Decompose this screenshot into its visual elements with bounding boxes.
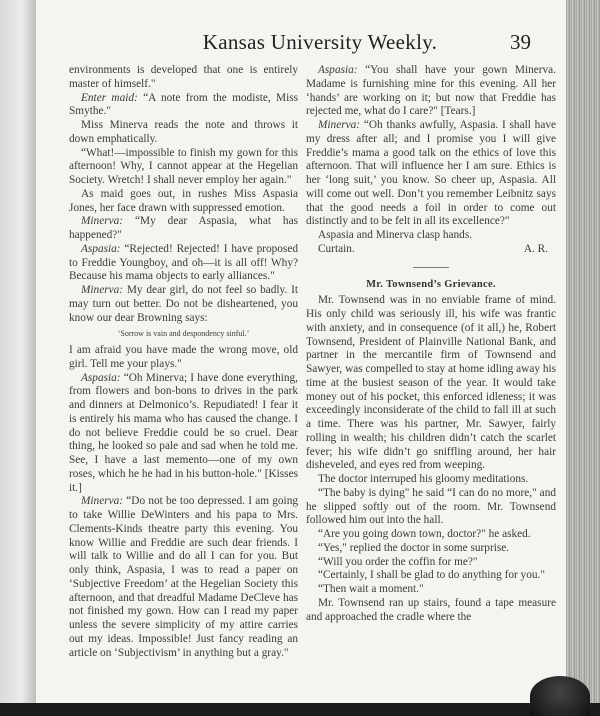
paragraph-text: “You shall have your gown Minerva. Madame is furnishing mine for this evening. All her ‘hands’ are working on it; but now that Freddie has rejected me, what do I care?" [Tears.] (306, 64, 556, 118)
book-page-edges (566, 0, 600, 705)
curtain-text: Curtain. (318, 242, 355, 255)
paragraph-text: My dear girl, do not feel so badly. It may turn out better. Do not be disheartened, you know our dear Browning says: (69, 284, 298, 324)
curtain-line (306, 243, 556, 257)
paragraph (69, 344, 298, 372)
paragraph (306, 597, 556, 625)
paragraph (69, 119, 298, 147)
paragraph-text: “The baby is dying" he said “I can do no more," and he slipped softly out of the room. Mr. Townsend followed him out into the hall. (306, 486, 556, 527)
paragraph-text: “Rejected! Rejected! I have proposed to Freddie Youngboy, and oh—it is all off! Why? Because his mama objects to early alliances." (69, 242, 298, 283)
paragraph-text: Mr. Townsend ran up stairs, found a tape measure and approached the cradle where the (306, 596, 556, 623)
paragraph-text: “Do not be too depressed. I am going to take Willie DeWinters and his papa to Mrs. Clements-Kinds theatre party this evening. You know Willie and Freddie are such dear friends. I will talk to Willie and do all I can for you. But only think, Aspasia, I was to read a paper on ‘Subjective Freedom’ at the Hegelian Society this afternoon, and that dreadful Madame DeCleve has not finished my gown. How can I read my paper unless the severe simplicity of my attire carries out my ideas. Impossible! Just fancy reading an article on ‘Subjectivism’ in anything but a gray." (69, 495, 298, 659)
paragraph (306, 487, 556, 528)
right-column (306, 64, 556, 624)
paragraph (306, 542, 556, 556)
paragraph-text: “Yes," replied the doctor in some surprise. (318, 541, 510, 554)
paragraph-text: “Will you order the coffin for me?" (318, 555, 478, 568)
paragraph (306, 119, 556, 229)
block-quote (69, 327, 298, 341)
paragraph-text: Mr. Townsend was in no enviable frame of mind. His only child was seriously ill, his wife was frantic with anxiety, and in consequence (of it all,) he, Robert Townsend, President of Plainville National Bank, and partner in the mercantile firm of Townsend and Sawyer, was compelled to stay at home idling away his time at the busiest season of the year. It would take money out of his pocket, this enforced idleness; it was exceedingly inconsiderate of the child to fall ill at such a time. There was his partner, Mr. Sawyer, fairly rolling in wealth; his children didn’t catch the scarlet fever; his wife didn’t go sniffling around, her hair disheveled, and eyes red from weeping. (306, 294, 556, 472)
page-number: 39 (510, 30, 531, 54)
paragraph (69, 284, 298, 325)
paragraph-text: “Oh thanks awfully, Aspasia. I shall have my dress after all; and I promise you I will give Freddie’s mama a good talk on the ethics of love this afternoon. That will influence her I am sure. Ethics is her ‘long suit,’ you know. So cheer up, Aspasia. All will come out well. Don’t you remember Leibnitz says that the good needs a foil in order to come out distinctly and to be felt in all its excellence?" (306, 119, 556, 228)
paragraph-text: Miss Minerva reads the note and throws it down emphatically. (69, 119, 298, 145)
section-title: Mr. Townsend’s Grievance. (366, 278, 496, 290)
paragraph (69, 495, 298, 660)
paragraph (306, 556, 556, 570)
paragraph-text: “Then wait a moment." (318, 583, 424, 595)
previous-page-edge (0, 0, 36, 716)
paragraph-text: “Certainly, I shall be glad to do anything for you." (318, 569, 545, 582)
running-header-title: Kansas University Weekly. (202, 30, 438, 54)
author-signature: A. R. (523, 242, 548, 255)
paragraph (306, 528, 556, 542)
speaker-name: Minerva: (81, 284, 124, 296)
scanner-bed (0, 703, 600, 716)
speaker-name: Enter maid: (81, 91, 138, 104)
paragraph (69, 215, 298, 243)
speaker-name: Minerva: (81, 495, 124, 508)
paragraph-text: I am afraid you have made the wrong move, old girl. Tell me your plays." (69, 344, 298, 370)
book-clamp (530, 676, 590, 716)
paragraph (69, 147, 298, 188)
paragraph (306, 64, 556, 119)
paragraph-text: Aspasia and Minerva clasp hands. (318, 229, 473, 241)
paragraph (306, 473, 556, 487)
paragraph (69, 372, 298, 496)
paragraph-text: “Are you going down town, doctor?" he asked. (318, 528, 531, 540)
speaker-name: Aspasia: (81, 371, 121, 384)
speaker-name: Minerva: (81, 215, 124, 228)
paragraph (306, 294, 556, 473)
speaker-name: Minerva: (318, 119, 361, 131)
left-column (69, 64, 298, 660)
paragraph (306, 229, 556, 243)
play-ending (306, 64, 556, 243)
paragraph (306, 583, 556, 597)
paragraph-text: “A note from the modiste, Miss Smythe." (69, 91, 299, 118)
paragraph (69, 243, 298, 284)
paragraph-text: As maid goes out, in rushes Miss Aspasia Jones, her face drawn with suppressed emotion. (69, 187, 298, 214)
speaker-name: Aspasia: (318, 64, 358, 76)
paragraph (69, 64, 298, 92)
section-divider (413, 267, 449, 268)
paragraph-text: “Oh Minerva; I have done everything, from flowers and bon-bons to drives in the park and dinners at Delmonico’s. Repudiated! I fear it is entirely his mama who has caused the change. I do not believe Freddie could be so cruel. Dear thing, he looked so pale and sad when he told me. See, I have a last memento—one of my own roses, which he he had in his button-hole." [Kisses it.] (69, 371, 298, 494)
paragraph-text: “What!—impossible to finish my gown for this afternoon! Why, I cannot appear at the Hegelian Society. Wretch! I shall never employ her again." (69, 146, 298, 186)
paragraph-text: “My dear Aspasia, what has happened?" (69, 215, 298, 241)
speaker-name: Aspasia: (81, 242, 121, 255)
paragraph-text: ‘Sorrow is vain and despondency sinful.’ (117, 329, 250, 339)
story-body (306, 294, 556, 624)
paragraph (69, 188, 298, 216)
paragraph-text: The doctor interruped his gloomy meditations. (318, 473, 529, 485)
paragraph (69, 92, 298, 120)
paragraph (306, 569, 556, 583)
paragraph-text: environments is developed that one is entirely master of himself." (69, 64, 298, 90)
